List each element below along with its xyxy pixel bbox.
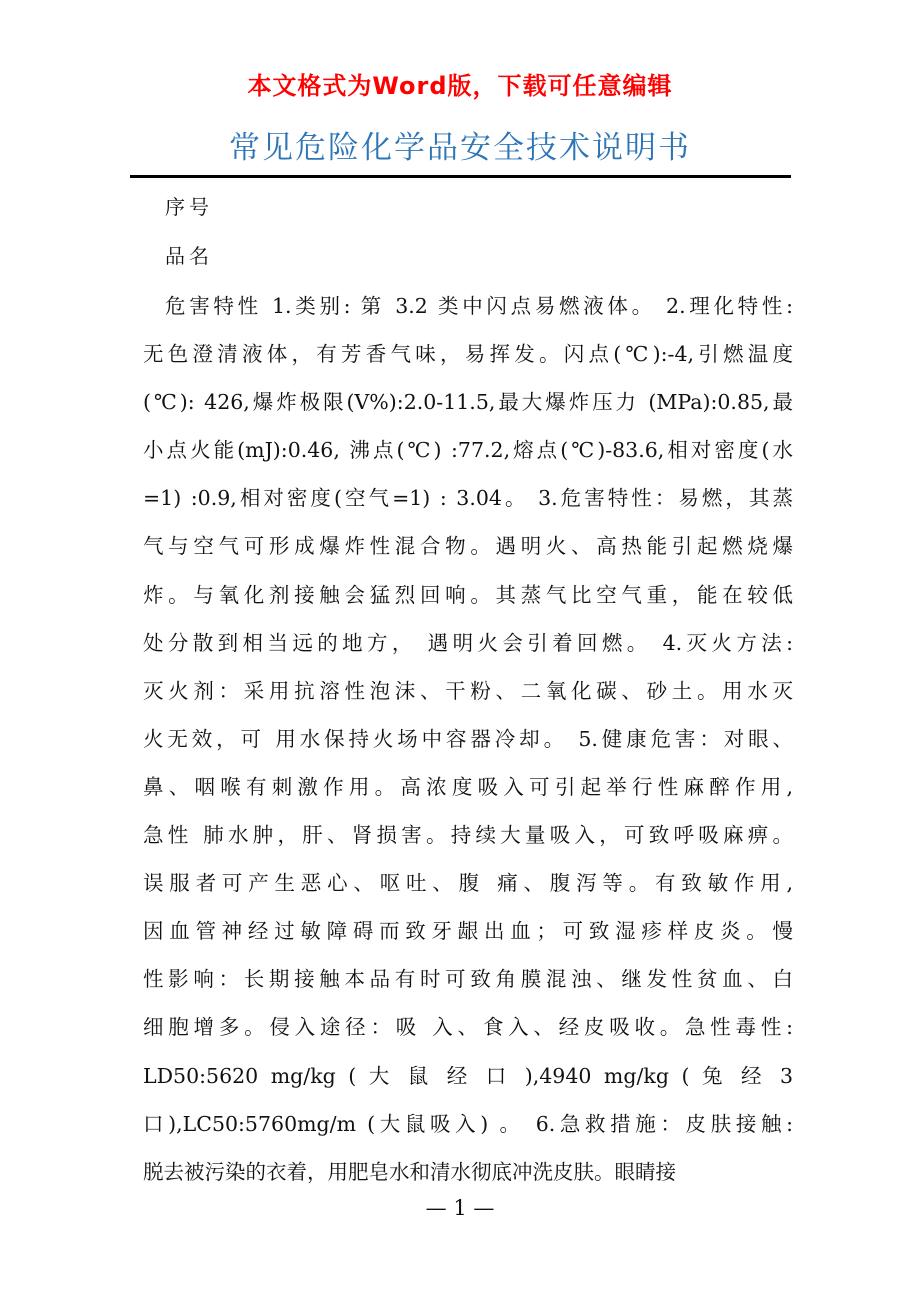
body-line: 无色澄清液体，有芳香气味，易挥发。闪点(℃):-4,引燃温度 (143, 342, 793, 367)
body-line: (℃): 426,爆炸极限(V%):2.0-11.5,最大爆炸压力 (MPa):0.85,最 (143, 390, 793, 415)
download-banner: 本文格式为Word版，下载可任意编辑 (247, 72, 673, 100)
serial-number-label: 序号 (165, 195, 213, 219)
body-line: =1) :0.9,相对密度(空气=1) : 3.04。 3.危害特性：易燃，其蒸 (143, 486, 793, 511)
body-line: 气与空气可形成爆炸性混合物。遇明火、高热能引起燃烧爆 (143, 534, 793, 559)
body-line: 危害特性 1.类别: 第 3.2 类中闪点易燃液体。 2.理化特性: (165, 294, 793, 318)
body-line: 误服者可产生恶心、呕吐、腹 痛、腹泻等。有致敏作用, (143, 871, 793, 896)
body-line: 小点火能(mJ):0.46, 沸点(℃) :77.2,熔点(℃)-83.6,相对密度(水 (143, 438, 793, 463)
body-line: 因血管神经过敏障碍而致牙龈出血；可致湿疹样皮炎。慢 (143, 919, 793, 944)
body-line: 火无效，可 用水保持火场中容器冷却。 5.健康危害：对眼、 (143, 726, 793, 751)
body-line: 炸。与氧化剂接触会猛烈回响。其蒸气比空气重，能在较低 (143, 582, 793, 607)
body-line: 鼻、咽喉有刺激作用。高浓度吸入可引起举行性麻醉作用, (143, 774, 793, 799)
body-line: 灭火剂：采用抗溶性泡沫、干粉、二氧化碳、砂土。用水灭 (143, 678, 793, 703)
page-number: — 1 — (425, 1196, 495, 1220)
header-rule (130, 175, 791, 178)
body-line: 性影响：长期接触本品有时可致角膜混浊、继发性贫血、白 (143, 967, 793, 992)
document-title: 常见危险化学品安全技术说明书 (229, 130, 691, 166)
body-line: 口),LC50:5760mg/m (大鼠吸入) 。 6.急救措施：皮肤接触: (143, 1111, 793, 1136)
body-line: LD50:5620 mg/kg ( 大 鼠 经 口 ),4940 mg/kg ( 兔 经 3 (143, 1063, 793, 1088)
product-name-label: 品名 (165, 244, 213, 268)
body-line: 脱去被污染的衣着，用肥皂水和清水彻底冲洗皮肤。眼睛接 (143, 1159, 676, 1184)
body-line: 处分散到相当远的地方， 遇明火会引着回燃。 4.灭火方法: (143, 630, 793, 655)
body-line: 急性 肺水肿，肝、肾损害。持续大量吸入，可致呼吸麻痹。 (143, 823, 793, 848)
body-line: 细胞增多。侵入途径：吸 入、食入、经皮吸收。急性毒性: (143, 1015, 793, 1040)
hazard-characteristics-text (143, 282, 793, 1196)
